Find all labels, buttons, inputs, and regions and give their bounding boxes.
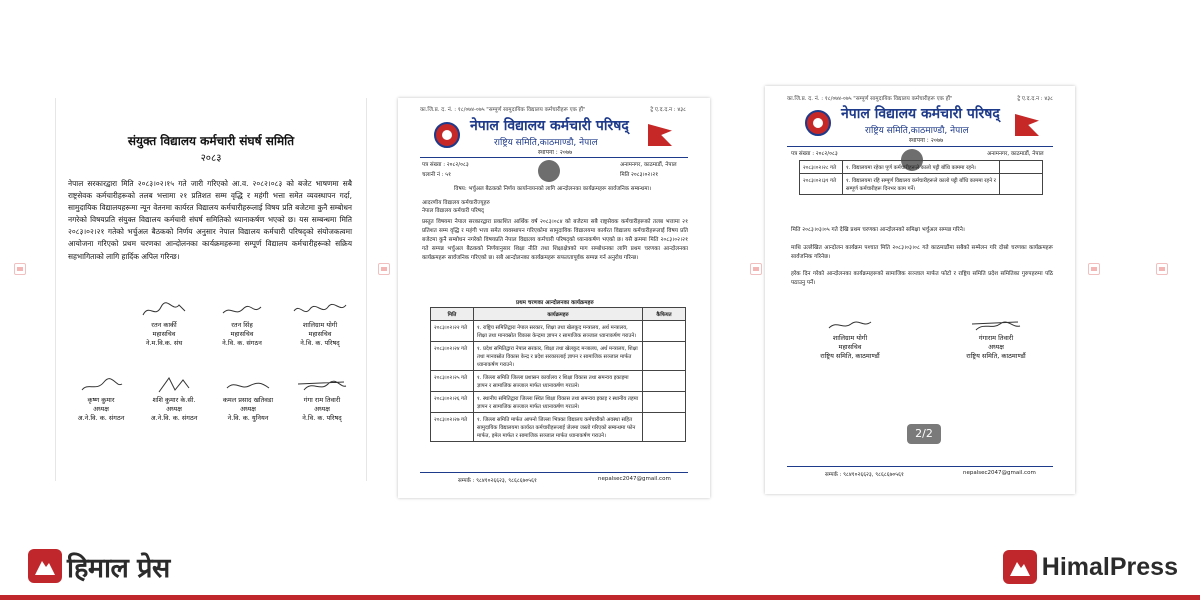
column-header: कैफियत: [643, 308, 686, 321]
row-program: १. विद्यालयमा रहि सम्पूर्ण विद्यालय कर्मचारीहरूले कालो पट्टी बाँधि काममा रहने र सम्पूर्ण कर्मचारीहरू दिनभर काम गर्ने।: [843, 174, 1000, 195]
signatory-name: रतन सिंह: [231, 321, 253, 329]
row-remarks: [643, 321, 686, 342]
table-row: [431, 321, 686, 342]
row-date: २०८३।०२।२८ गते: [800, 161, 843, 174]
signatory-org: ने.वि. क. परिषद्: [300, 339, 340, 347]
signature-scribble-icon: [223, 376, 273, 394]
nepal-flag-icon: [1015, 114, 1039, 136]
brand-text-english: HimalPress: [1041, 552, 1178, 581]
row-remarks: [643, 342, 686, 371]
row-date: २०८३।०२।२६ गते: [431, 392, 474, 413]
footer-divider: [787, 466, 1053, 467]
paragraph-social-media: हरेक दिन गरेको आन्दोलनका कार्यक्रमहरूको सामाजिक सञ्जाल मार्फत फोटो र राष्ट्रिय समिति प्रदेश समितिका गुरुपहरुमा पठि पठाउनु पर्ने।: [791, 271, 1053, 286]
signatory-role: अध्यक्ष: [93, 405, 109, 413]
footer-email: nepalsec2047@gmail.com: [963, 470, 1036, 476]
signatory-role: महासचिव: [230, 330, 254, 338]
signatory-org: ने.म.वि.क. संघ: [145, 339, 183, 347]
row-remarks: [643, 392, 686, 413]
signature-block: [208, 376, 288, 423]
signatory-name: कृष्ण कुमार: [87, 396, 115, 404]
paragraph-next-phase: माथि उल्लेखित आन्दोलन कार्यक्रम पश्चात मिति २०८३।०३।०८ गते काठमाडौंमा सबैको सम्मेलन गरि दोस्रो चरणका कार्यक्रमहरू सार्वजनिक गरिनेछ।: [791, 245, 1053, 260]
signatory-role: अध्यक्ष: [988, 343, 1004, 351]
page-indicator-badge: 2/2: [907, 424, 941, 444]
reference-number: पत्र संख्या : २०८२/०८३: [791, 151, 838, 157]
row-remarks: [1000, 161, 1043, 174]
divider: [420, 157, 688, 158]
divider: [787, 146, 1053, 147]
row-remarks: [643, 413, 686, 442]
signature-scribble-icon: [825, 318, 875, 332]
table-header-row: [431, 308, 686, 321]
row-program: १. जिल्ला समिति जिल्ला प्रशासन कार्यालय र शिक्षा विकास तथा समन्वय इकाइमा ज्ञापन र सामाजिक सञ्जाल मार्फत ध्यानाकर्षण गराउने।: [474, 371, 643, 392]
row-program: १. प्रदेश समितिद्वारा नेपाल सरकार, शिक्षा तथा खेलकुद मन्त्रालय, अर्थ मन्त्रालय, शिक्षा तथा मानवस्रोत विकास केन्द्र र प्रदेश सरकारलाई ज्ञापन र सामाजिक सञ्जाल मार्फत ध्यानाकर्षण गराउने।: [474, 342, 643, 371]
signatory-org: अ.ने.वि. क. संगठन: [150, 414, 198, 422]
council-subtitle: राष्ट्रिय समिति,काठमाण्डौ, नेपाल: [865, 126, 969, 136]
doc1-body: नेपाल सरकारद्वारा मिति २०८३।०२।१५ गते जारी गरिएको आ.व. २०८२।०८३ को बजेट भाषणमा सबै राष्ट्रसेवक कर्मचारीहरूको तलब भत्तामा २१ प्रतिशत सम्म वृद्धि र महंगी भत्ता समेत व्यवस्थापन गर्दा, सामुदायिक विद्यालयहरूमा न्यून वेतनमा कार्यरत विद्यालय कर्मचारीहरूलाई विषय प्रति बजेटमा कुनै सम्बोधन नगरेको विषयप्रति संयुक्त विद्यालय कर्मचारी संघर्ष समितिको ध्यानाकर्षण भएको छ। यस सम्बन्धमा मिति २०८३।०२।२१ गतेको भर्चुअल बैठकको निर्णय अनुसार नेपाल विद्यालय कर्मचारी परिषद्को संयोजकत्वमा आयोजना गरिएको प्रथम चरणका आन्दोलनका कार्यक्रमहरूमा सम्पूर्ण विद्यालय कर्मचारीहरूको सक्रिय सहभागिताको लागि हार्दिक अपिल गरिन्छ।: [68, 179, 352, 261]
reference-number: पत्र संख्या : २०८२/०८३: [422, 162, 469, 168]
office-address: अनामनगर, काठमाडौं, नेपाल: [620, 162, 677, 168]
signatory-org: राष्ट्रिय समिति, काठमाण्डौं: [820, 352, 880, 360]
signatory-name: शालिग्राम योगी: [302, 321, 338, 329]
signature-block: [61, 376, 141, 423]
row-program: १. जिल्ला समिति मार्फत आफ्नो जिल्ला भित्रका विद्यालय कर्मचारीको अवस्था सहित सामुदायिक विद्यालयमा कार्यरत कर्मचारीहरूलाई जेलमा जस्तो गरिएको सम्बन्धमा फोन मार्फत, इमेल मार्फत र सामाजिक सञ्जाल मार्फत ध्यानाकर्षण गराउने।: [474, 413, 643, 442]
dispatch-number: चलानी नं : ५१: [422, 172, 451, 178]
council-name: नेपाल विद्यालय कर्मचारी परिषद्: [470, 118, 629, 134]
signatory-org: अ.ने.वि. क. संगठन: [77, 414, 125, 422]
signatory-role: अध्यक्ष: [240, 405, 256, 413]
footer-divider: [420, 472, 688, 473]
row-program: १. स्थानीय समितिद्वारा जिल्ला स्थित शिक्षा विकास तथा समन्वय इकाइ र स्थानीय तहमा ज्ञापन र सामाजिक सञ्जाल मार्फत ध्यानाकर्षण गराउने।: [474, 392, 643, 413]
row-date: २०८३।०२।२२ गते: [431, 321, 474, 342]
table-row: [431, 371, 686, 392]
signature-scribble-icon: [217, 301, 267, 319]
signature-scribble-icon: [149, 376, 199, 394]
table-row: [431, 392, 686, 413]
document-2-letter-page-1: [398, 98, 710, 498]
signature-scribble-icon: [139, 301, 189, 319]
signature-block: [134, 376, 214, 423]
row-program: १. राष्ट्रिय समितिद्वारा नेपाल सरकार, शिक्षा तथा खेलकुद मन्त्रालय, अर्थ मन्त्रालय, शिक्षा तथा मानवस्रोत विकास केन्द्रमा ज्ञापन र सामाजिक सञ्जाल ध्यानाकर्षण गराउने।: [474, 321, 643, 342]
footer-phone: सम्पर्क : ९८४१०२६६२३, ९८६८६७०५६१: [825, 472, 904, 478]
signatory-role: महासचिव: [308, 330, 332, 338]
image-placeholder-icon: [1088, 263, 1100, 275]
official-seal-icon: [538, 160, 560, 182]
image-placeholder-icon: [1156, 263, 1168, 275]
doc1-title: संयुक्त विद्यालय कर्मचारी संघर्ष समिति: [127, 134, 295, 148]
signature-scribble-icon: [968, 318, 1024, 332]
letter-body: प्रस्तुत विषयमा नेपाल सरकारद्वारा प्रकाशित आर्थिक वर्ष २०८३।०८४ को बजेटमा सबै राष्ट्रसेवक कर्मचारीहरूको तलब भत्तामा २१ प्रतिशत सम्म वृद्धि र महंगी भत्ता समेत व्यवस्थापन गरिएकोमा सामुदायिक विद्यालयमा कार्यरत विद्यालय कर्मचारीहरूलाई विषय प्रति बजेटमा कुनै सम्बोधन नगरेको विषयप्रति नेपाल विद्यालय कर्मचारी परिषद्को ध्यानाकर्षण भएको छ। यसै क्रममा मिति २०८३।०२।२१ गते सम्पन्न भर्चुअल बैठकको निर्णयानुसार शिक्षा नीति तथा शिक्षाक्षेत्रको माग सम्बोधनका लागि प्रथम चरणका आन्दोलनका कार्यक्रमहरू सार्वजनिक गरिएको छ। सबै आन्दोलनका कार्यक्रमहरू सफलतापूर्वक सम्पन्न गर्न अनुरोध गरिन्छ।: [422, 219, 688, 261]
row-date: २०८३।०२।२४ गते: [431, 342, 474, 371]
signature-block: [280, 301, 360, 348]
program-table: [430, 307, 686, 442]
signatory-role: महासचिव: [838, 343, 862, 351]
signatory-org: ने.वि. क. संगठन: [222, 339, 262, 347]
signature-scribble-icon: [76, 376, 126, 394]
row-program: १. विद्यालयमा रहेका पूर्ण कर्मचारीहरूले कालो पट्टी बाँधि काममा रहने।: [843, 161, 1000, 174]
signature-block: [202, 301, 282, 348]
himalpress-logo-icon: [1003, 550, 1037, 584]
office-address: अनामनगर, काठमाडौं, नेपाल: [987, 151, 1044, 157]
column-header: मिति: [431, 308, 474, 321]
program-table-continued: [799, 160, 1043, 195]
image-placeholder-icon: [750, 263, 762, 275]
registration-line: का.जि.प्र. द. नं. : १८/०७४-०७५ "सम्पूर्ण सामुदायिक विद्यालय कर्मचारीहरू एक हौं": [787, 96, 953, 102]
program-table-title: प्रथम चरणका आन्दोलनका कार्यक्रमहरु: [516, 300, 594, 306]
column-header: कार्यक्रमहरु: [474, 308, 643, 321]
council-subtitle: राष्ट्रिय समिति,काठमाण्डौ, नेपाल: [494, 138, 598, 148]
signatory-name: कमल प्रसाद खतिवडा: [222, 396, 274, 404]
signatory-name: गंगाराम तिवारी: [978, 334, 1014, 342]
row-remarks: [643, 371, 686, 392]
signatory-name: रतन कार्की: [151, 321, 177, 329]
signatory-role: महासचिव: [152, 330, 176, 338]
table-row: [800, 174, 1043, 195]
brand-logo-nepali[interactable]: [28, 546, 170, 586]
himalpress-logo-icon: [28, 549, 62, 583]
signatory-name: शालिग्राम योगी: [832, 334, 868, 342]
table-row: [800, 161, 1043, 174]
row-date: २०८३।०२।२५ गते: [431, 371, 474, 392]
signature-scribble-icon: [290, 301, 350, 319]
council-logo-icon: [434, 122, 460, 148]
row-remarks: [1000, 174, 1043, 195]
signatory-name: शशि कुमार के.सी.: [152, 396, 196, 404]
signatory-name: गंगा राम तिवारी: [303, 396, 341, 404]
established-year: स्थापना : २०७७: [538, 149, 573, 156]
footer-phone: सम्पर्क : ९८४१०२६६२३, ९८६८६७०५६१: [458, 478, 537, 484]
table-row: [431, 342, 686, 371]
image-placeholder-icon: [14, 263, 26, 275]
bottom-brand-bar: [0, 595, 1200, 600]
letter-date: मिति २०८३।०२।२१: [620, 172, 659, 178]
salutation: आदरणीय विद्यालय कर्मचारीज्यूहरु: [422, 200, 490, 206]
letter-subject: विषय: भर्चुअल बैठकको निर्णय कार्यान्वयनको लागि आन्दोलनका कार्यक्रमहरू सार्वजनिक सम्बन्धमा।: [454, 186, 652, 192]
signature-block: [805, 318, 895, 361]
row-date: २०८३।०२।३१ गते: [800, 174, 843, 195]
brand-logo-english[interactable]: [1003, 549, 1178, 585]
image-placeholder-icon: [378, 263, 390, 275]
signatory-org: राष्ट्रिय समिति, काठमाण्डौं: [966, 352, 1026, 360]
signature-block: [124, 301, 204, 348]
signatory-org: ने.वि. क. युनियन: [227, 414, 269, 422]
doc1-year: २०८३: [200, 153, 222, 164]
signatory-org: ने.वि. क. परिषद्: [302, 414, 342, 422]
established-year: स्थापना : २०७७: [909, 137, 944, 144]
registration-line: का.जि.प्र. द. नं. : १८/०७४-०७५ "सम्पूर्ण सामुदायिक विद्यालय कर्मचारीहरू एक हौं": [420, 107, 586, 113]
pan-number: ट्रे ए.द.द.न : ४३८: [1017, 96, 1053, 102]
signatory-role: अध्यक्ष: [166, 405, 182, 413]
brand-text-nepali: हिमाल प्रेस: [67, 552, 170, 584]
signatory-role: अध्यक्ष: [314, 405, 330, 413]
salutation-org: नेपाल विद्यालय कर्मचारी परिषद्: [422, 208, 484, 214]
table-row: [431, 413, 686, 442]
footer-email: nepalsec2047@gmail.com: [598, 476, 671, 482]
council-name: नेपाल विद्यालय कर्मचारी परिषद्: [841, 106, 1000, 122]
row-date: २०८३।०२।२७ गते: [431, 413, 474, 442]
signature-scribble-icon: [294, 376, 350, 394]
pan-number: ट्रे ए.द.द.न : ४३८: [650, 107, 686, 113]
paragraph-review: मिति २०८३।०३।०५ गते देखि प्रथम चरणका आन्दोलनको समिक्षा भर्चुअल सम्पन्न गरिने।: [791, 227, 965, 233]
signature-block: [951, 318, 1041, 361]
nepal-flag-icon: [648, 124, 672, 146]
signature-block: [282, 376, 362, 423]
document-1-appeal: [55, 98, 367, 481]
council-logo-icon: [805, 110, 831, 136]
